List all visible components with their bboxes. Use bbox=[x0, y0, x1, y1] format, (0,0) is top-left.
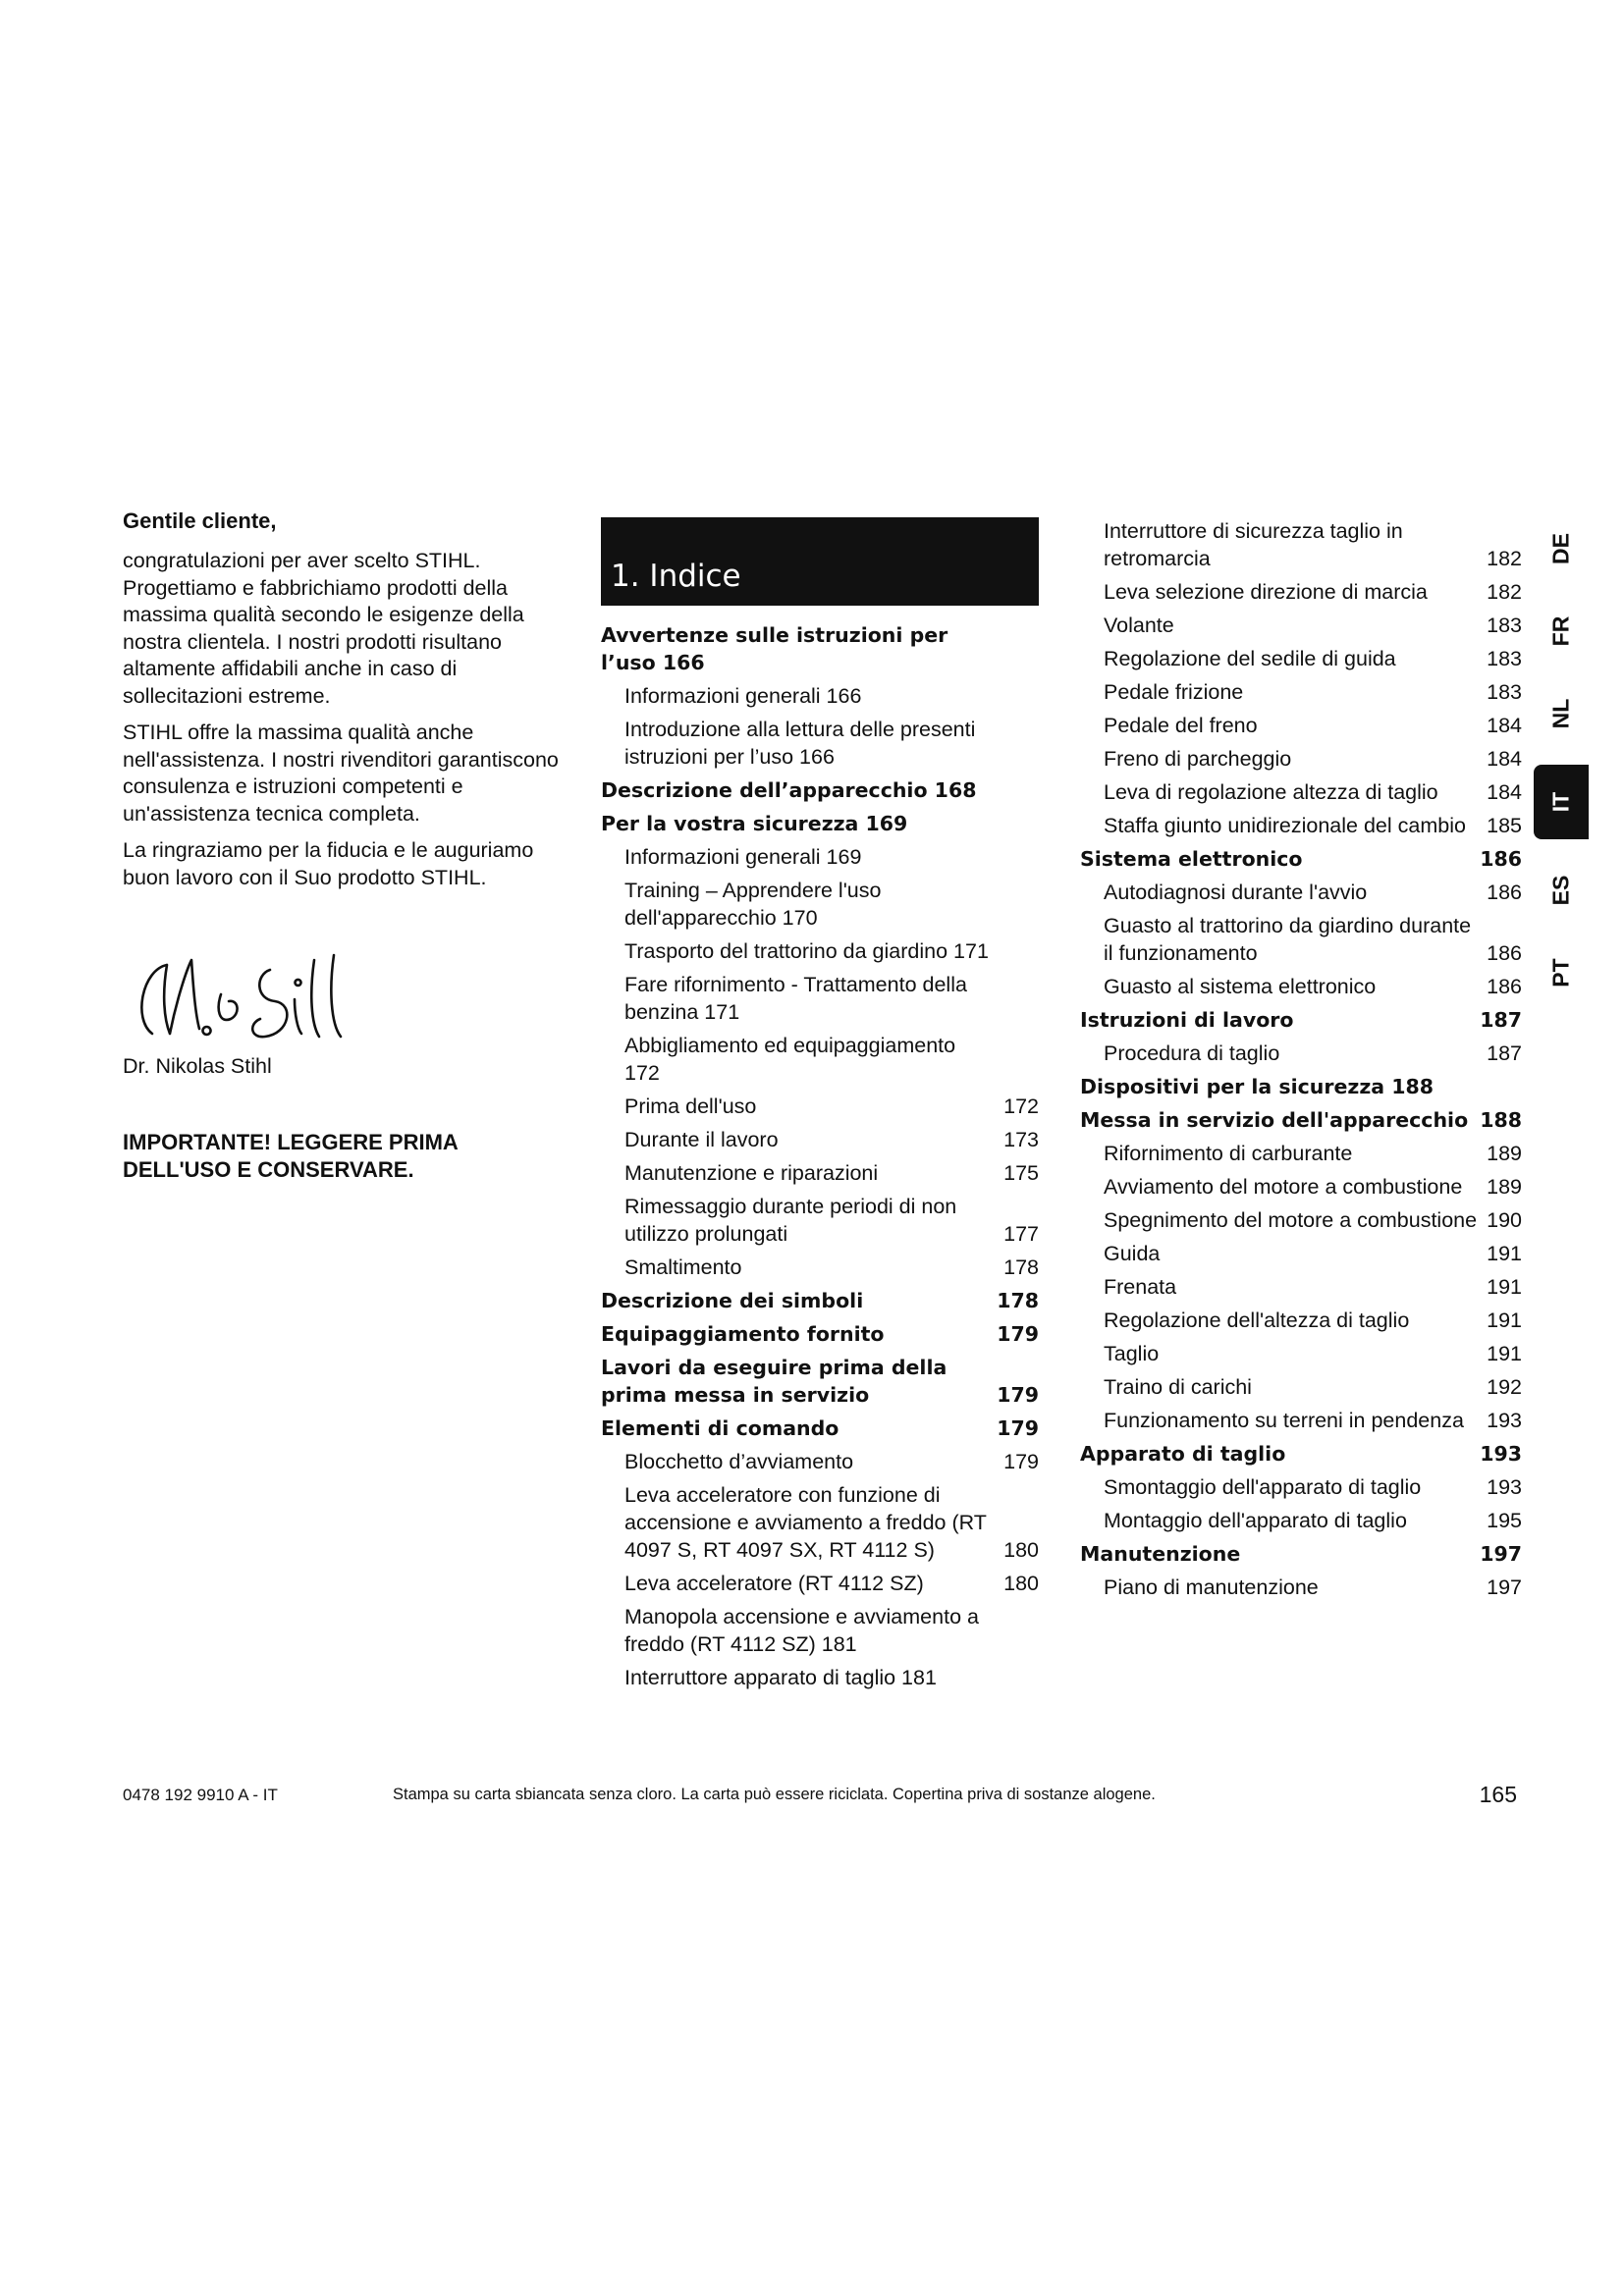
greeting: Gentile cliente, bbox=[123, 508, 277, 533]
toc-section[interactable] bbox=[1080, 1073, 1522, 1100]
toc-page: 193 bbox=[1487, 1409, 1522, 1432]
toc-page: 178 bbox=[1003, 1255, 1039, 1279]
lang-tab-fr[interactable] bbox=[1534, 600, 1589, 663]
toc-page: 179 bbox=[997, 1383, 1039, 1407]
toc-title: Traino di carichi bbox=[1104, 1375, 1252, 1399]
toc-section[interactable] bbox=[601, 810, 1039, 837]
toc-title: Elementi di comando bbox=[601, 1416, 839, 1440]
toc-page: 175 bbox=[1003, 1161, 1039, 1185]
toc-page: 178 bbox=[997, 1289, 1039, 1312]
toc-title: Smaltimento bbox=[624, 1255, 742, 1279]
toc-item[interactable] bbox=[601, 1159, 1039, 1187]
toc-title: Leva di regolazione altezza di taglio bbox=[1104, 780, 1438, 804]
important-notice: IMPORTANTE! LEGGERE PRIMA DELL'USO E CONSERVARE. bbox=[123, 1130, 458, 1182]
toc-item[interactable] bbox=[601, 1032, 1039, 1087]
toc-title: Smontaggio dell'apparato di taglio bbox=[1104, 1475, 1422, 1499]
toc-title: Pedale del freno bbox=[1104, 714, 1258, 737]
toc-title: Procedura di taglio bbox=[1104, 1041, 1280, 1065]
toc-title: Training – Apprendere l'uso dell'apparecchio 170 bbox=[624, 879, 882, 930]
letter-paragraph-2: STIHL offre la massima qualità anche nell'assistenza. I nostri rivenditori garantiscono consulenza e istruzioni competenti e un'assistenza tecnica completa. bbox=[123, 721, 559, 826]
page-footer bbox=[123, 1782, 1517, 1811]
toc-section[interactable] bbox=[1080, 1540, 1522, 1568]
toc-page: 183 bbox=[1487, 680, 1522, 704]
toc-title: Manutenzione bbox=[1080, 1542, 1241, 1566]
page-number: 165 bbox=[1479, 1782, 1517, 1807]
toc-item[interactable] bbox=[1080, 1140, 1522, 1167]
toc-title: Dispositivi per la sicurezza 188 bbox=[1080, 1075, 1435, 1098]
toc-item[interactable] bbox=[601, 1481, 1039, 1564]
toc-item[interactable] bbox=[1080, 678, 1522, 706]
lang-code: PT bbox=[1547, 958, 1574, 988]
toc-title: Leva acceleratore con funzione di accensione e avviamento a freddo (RT 4097 S, RT 4097 SX, RT 4112 S) bbox=[624, 1483, 987, 1562]
toc-list-1 bbox=[601, 621, 1039, 1691]
toc-page: 184 bbox=[1487, 714, 1522, 737]
toc-item[interactable] bbox=[601, 877, 1039, 932]
toc-title: Istruzioni di lavoro bbox=[1080, 1008, 1294, 1032]
lang-tab-it[interactable] bbox=[1534, 765, 1589, 839]
toc-list-2 bbox=[1080, 517, 1522, 1601]
toc-title: Taglio bbox=[1104, 1342, 1160, 1365]
toc-page: 189 bbox=[1487, 1142, 1522, 1165]
toc-title: Trasporto del trattorino da giardino 171 bbox=[624, 939, 989, 963]
toc-title: Sistema elettronico bbox=[1080, 847, 1303, 871]
toc-item[interactable] bbox=[601, 682, 1039, 710]
index-column-2 bbox=[1080, 517, 1522, 1607]
toc-page: 192 bbox=[1487, 1375, 1522, 1399]
toc-title: Funzionamento su terreni in pendenza bbox=[1104, 1409, 1464, 1432]
toc-section[interactable] bbox=[601, 1287, 1039, 1314]
toc-page: 193 bbox=[1480, 1442, 1522, 1466]
toc-item[interactable] bbox=[1080, 645, 1522, 672]
toc-page: 193 bbox=[1487, 1475, 1522, 1499]
toc-page: 186 bbox=[1487, 941, 1522, 965]
toc-page: 182 bbox=[1487, 547, 1522, 570]
toc-title: Lavori da eseguire prima della prima messa in servizio bbox=[601, 1356, 947, 1407]
toc-section[interactable] bbox=[1080, 1440, 1522, 1468]
toc-title: Abbigliamento ed equipaggiamento 172 bbox=[624, 1034, 956, 1085]
toc-item[interactable] bbox=[601, 1570, 1039, 1597]
toc-page: 183 bbox=[1487, 614, 1522, 637]
toc-page: 189 bbox=[1487, 1175, 1522, 1199]
letter-paragraph-3: La ringraziamo per la fiducia e le auguriamo buon lavoro con il Suo prodotto STIHL. bbox=[123, 838, 534, 889]
toc-item[interactable] bbox=[1080, 973, 1522, 1000]
toc-page: 191 bbox=[1487, 1342, 1522, 1365]
toc-page: 188 bbox=[1480, 1108, 1522, 1132]
toc-page: 186 bbox=[1487, 975, 1522, 998]
toc-item[interactable] bbox=[1080, 578, 1522, 606]
lang-tab-de[interactable] bbox=[1534, 517, 1589, 580]
toc-item[interactable] bbox=[1080, 812, 1522, 839]
toc-item[interactable] bbox=[1080, 1240, 1522, 1267]
toc-title: Guida bbox=[1104, 1242, 1161, 1265]
toc-item[interactable] bbox=[1080, 1340, 1522, 1367]
lang-code: NL bbox=[1547, 698, 1574, 729]
toc-section[interactable] bbox=[601, 776, 1039, 804]
toc-item[interactable] bbox=[1080, 1507, 1522, 1534]
toc-title: Guasto al trattorino da giardino durante il funzionamento bbox=[1104, 914, 1472, 965]
toc-title: Informazioni generali 166 bbox=[624, 684, 862, 708]
toc-item[interactable] bbox=[601, 1193, 1039, 1248]
toc-page: 191 bbox=[1487, 1275, 1522, 1299]
toc-page: 177 bbox=[1003, 1222, 1039, 1246]
signature-text: N. Stihl bbox=[123, 940, 127, 941]
toc-item[interactable] bbox=[1080, 517, 1522, 572]
toc-item[interactable] bbox=[1080, 1473, 1522, 1501]
toc-title: Avvertenze sulle istruzioni per l’uso 166 bbox=[601, 623, 948, 674]
toc-section[interactable] bbox=[1080, 1106, 1522, 1134]
toc-page: 173 bbox=[1003, 1128, 1039, 1151]
toc-title: Leva acceleratore (RT 4112 SZ) bbox=[624, 1572, 924, 1595]
lang-tab-nl[interactable] bbox=[1534, 682, 1589, 745]
lang-code: IT bbox=[1547, 791, 1574, 813]
toc-page: 184 bbox=[1487, 747, 1522, 771]
toc-title: Descrizione dei simboli bbox=[601, 1289, 864, 1312]
toc-page: 180 bbox=[1003, 1538, 1039, 1562]
toc-item[interactable] bbox=[601, 1126, 1039, 1153]
toc-title: Frenata bbox=[1104, 1275, 1177, 1299]
toc-section[interactable] bbox=[601, 1320, 1039, 1348]
toc-title: Leva selezione direzione di marcia bbox=[1104, 580, 1428, 604]
letter-paragraph-1: congratulazioni per aver scelto STIHL. Progettiamo e fabbrichiamo prodotti della massima qualità secondo le esigenze della nostra clientela. I nostri prodotti risultano altamente affidabili anche in caso di sollecitazioni estreme. bbox=[123, 549, 524, 708]
toc-title: Fare rifornimento - Trattamento della benzina 171 bbox=[624, 973, 967, 1024]
toc-item[interactable] bbox=[601, 1254, 1039, 1281]
toc-page: 182 bbox=[1487, 580, 1522, 604]
toc-section[interactable] bbox=[1080, 845, 1522, 873]
toc-item[interactable] bbox=[1080, 879, 1522, 906]
toc-page: 190 bbox=[1487, 1208, 1522, 1232]
toc-page: 187 bbox=[1487, 1041, 1522, 1065]
toc-page: 187 bbox=[1480, 1008, 1522, 1032]
lang-tab-pt[interactable] bbox=[1534, 941, 1589, 1004]
language-tabs bbox=[1534, 517, 1589, 1024]
toc-page: 191 bbox=[1487, 1242, 1522, 1265]
signatory-name: Dr. Nikolas Stihl bbox=[123, 1054, 272, 1078]
toc-title: Rifornimento di carburante bbox=[1104, 1142, 1353, 1165]
toc-title: Autodiagnosi durante l'avvio bbox=[1104, 881, 1368, 904]
toc-item[interactable] bbox=[1080, 912, 1522, 967]
toc-page: 183 bbox=[1487, 647, 1522, 670]
toc-title: Guasto al sistema elettronico bbox=[1104, 975, 1377, 998]
paper-note: Stampa su carta sbiancata senza cloro. La carta può essere riciclata. Copertina priva di sostanze alogene. bbox=[393, 1786, 1156, 1803]
toc-title: Durante il lavoro bbox=[624, 1128, 779, 1151]
toc-page: 191 bbox=[1487, 1308, 1522, 1332]
lang-code: DE bbox=[1547, 533, 1574, 564]
toc-title: Blocchetto d’avviamento bbox=[624, 1450, 854, 1473]
toc-page: 180 bbox=[1003, 1572, 1039, 1595]
toc-item[interactable] bbox=[601, 1603, 1039, 1658]
toc-section[interactable] bbox=[601, 1415, 1039, 1442]
toc-item[interactable] bbox=[1080, 1206, 1522, 1234]
toc-item[interactable] bbox=[1080, 778, 1522, 806]
lang-code: ES bbox=[1547, 875, 1574, 906]
lang-tab-es[interactable] bbox=[1534, 859, 1589, 922]
toc-item[interactable] bbox=[1080, 1373, 1522, 1401]
toc-title: Descrizione dell’apparecchio 168 bbox=[601, 778, 977, 802]
toc-item[interactable] bbox=[1080, 1173, 1522, 1201]
toc-item[interactable] bbox=[1080, 745, 1522, 773]
toc-title: Prima dell'uso bbox=[624, 1095, 757, 1118]
toc-title: Equipaggiamento fornito bbox=[601, 1322, 885, 1346]
toc-item[interactable] bbox=[601, 937, 1039, 965]
toc-title: Pedale frizione bbox=[1104, 680, 1244, 704]
toc-item[interactable] bbox=[601, 1448, 1039, 1475]
toc-title: Volante bbox=[1104, 614, 1174, 637]
toc-page: 179 bbox=[997, 1416, 1039, 1440]
toc-item[interactable] bbox=[601, 843, 1039, 871]
toc-item[interactable] bbox=[1080, 1273, 1522, 1301]
toc-title: Regolazione del sedile di guida bbox=[1104, 647, 1396, 670]
index-title: 1. Indice bbox=[611, 559, 741, 594]
toc-section[interactable] bbox=[601, 621, 1039, 676]
toc-page: 184 bbox=[1487, 780, 1522, 804]
signature-image bbox=[123, 940, 378, 1048]
toc-section[interactable] bbox=[601, 1354, 1039, 1409]
index-column-1 bbox=[601, 517, 1039, 1697]
toc-item[interactable] bbox=[1080, 612, 1522, 639]
toc-item[interactable] bbox=[601, 1664, 1039, 1691]
toc-title: Interruttore apparato di taglio 181 bbox=[624, 1666, 937, 1689]
toc-page: 195 bbox=[1487, 1509, 1522, 1532]
toc-title: Rimessaggio durante periodi di non utilizzo prolungati bbox=[624, 1195, 957, 1246]
lang-code: FR bbox=[1547, 615, 1574, 647]
toc-item[interactable] bbox=[601, 971, 1039, 1026]
toc-title: Informazioni generali 169 bbox=[624, 845, 862, 869]
toc-item[interactable] bbox=[1080, 1574, 1522, 1601]
toc-title: Freno di parcheggio bbox=[1104, 747, 1292, 771]
toc-title: Per la vostra sicurezza 169 bbox=[601, 812, 908, 835]
toc-page: 179 bbox=[1003, 1450, 1039, 1473]
toc-title: Introduzione alla lettura delle presenti istruzioni per l’uso 166 bbox=[624, 718, 976, 769]
toc-item[interactable] bbox=[1080, 712, 1522, 739]
index-header bbox=[601, 517, 1039, 606]
toc-title: Staffa giunto unidirezionale del cambio bbox=[1104, 814, 1466, 837]
document-code: 0478 192 9910 A - IT bbox=[123, 1786, 278, 1804]
toc-title: Messa in servizio dell'apparecchio bbox=[1080, 1108, 1469, 1132]
toc-title: Regolazione dell'altezza di taglio bbox=[1104, 1308, 1410, 1332]
toc-title: Montaggio dell'apparato di taglio bbox=[1104, 1509, 1407, 1532]
toc-title: Spegnimento del motore a combustione bbox=[1104, 1208, 1478, 1232]
toc-title: Apparato di taglio bbox=[1080, 1442, 1286, 1466]
toc-page: 186 bbox=[1480, 847, 1522, 871]
toc-title: Interruttore di sicurezza taglio in retromarcia bbox=[1104, 519, 1403, 570]
toc-item[interactable] bbox=[1080, 1040, 1522, 1067]
toc-title: Manopola accensione e avviamento a freddo (RT 4112 SZ) 181 bbox=[624, 1605, 979, 1656]
toc-page: 197 bbox=[1480, 1542, 1522, 1566]
toc-item[interactable] bbox=[601, 1093, 1039, 1120]
toc-item[interactable] bbox=[1080, 1307, 1522, 1334]
toc-title: Manutenzione e riparazioni bbox=[624, 1161, 879, 1185]
toc-page: 172 bbox=[1003, 1095, 1039, 1118]
toc-title: Piano di manutenzione bbox=[1104, 1575, 1319, 1599]
toc-title: Avviamento del motore a combustione bbox=[1104, 1175, 1463, 1199]
toc-page: 186 bbox=[1487, 881, 1522, 904]
toc-page: 179 bbox=[997, 1322, 1039, 1346]
toc-page: 197 bbox=[1487, 1575, 1522, 1599]
toc-item[interactable] bbox=[601, 716, 1039, 771]
toc-item[interactable] bbox=[1080, 1407, 1522, 1434]
toc-page: 185 bbox=[1487, 814, 1522, 837]
toc-section[interactable] bbox=[1080, 1006, 1522, 1034]
letter-column bbox=[123, 507, 565, 1184]
